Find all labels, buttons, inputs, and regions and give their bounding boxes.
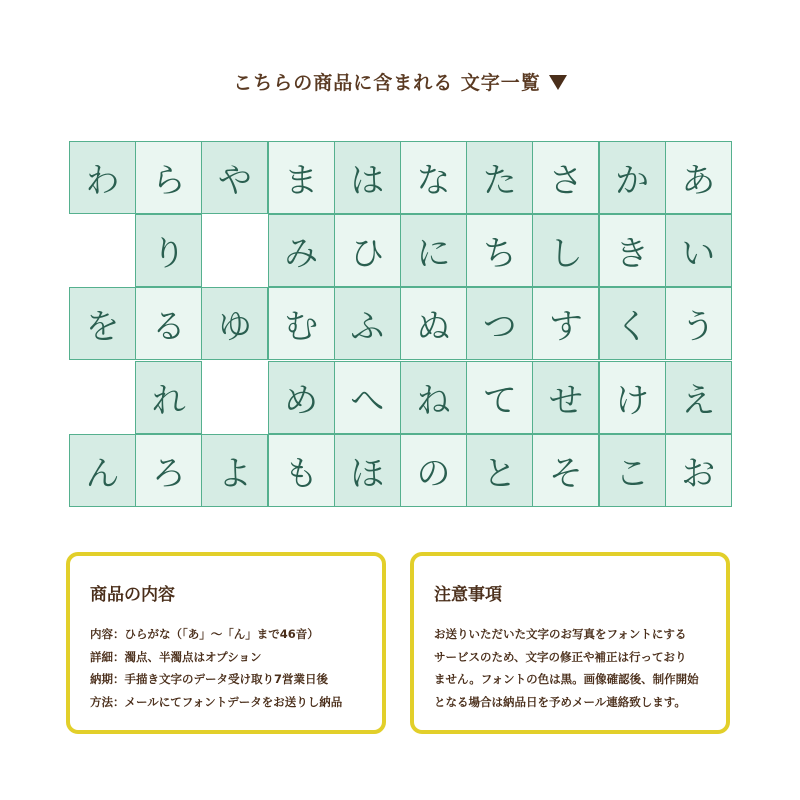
kana-cell: な [400,141,467,214]
kana-cell: ひ [334,214,401,287]
kana-cell: ね [400,361,467,434]
contents-line: 納期：手描き文字のデータ受け取り7営業日後 [90,672,328,686]
kana-cell: を [69,287,136,360]
kana-cell: き [599,214,666,287]
kana-cell: と [466,434,533,507]
kana-cell: わ [69,141,136,214]
kana-cell: え [665,361,732,434]
kana-cell: し [532,214,599,287]
kana-cell: れ [135,361,202,434]
kana-cell: け [599,361,666,434]
kana-cell: そ [532,434,599,507]
contents-line: 内容：ひらがな（「あ」～「ん」まで46音） [90,627,319,641]
page-title-text: こちらの商品に含まれる 文字一覧 [233,72,541,94]
kana-cell: み [268,214,335,287]
kana-cell: ま [268,141,335,214]
kana-cell: や [201,141,268,214]
kana-cell: へ [334,361,401,434]
contents-card [66,552,386,734]
kana-cell: ろ [135,434,202,507]
kana-cell: る [135,287,202,360]
kana-cell: ほ [334,434,401,507]
kana-cell: せ [532,361,599,434]
kana-cell: に [400,214,467,287]
notes-line: となる場合は納品日を予めメール連絡致します。 [434,694,686,709]
kana-cell: て [466,361,533,434]
kana-cell: た [466,141,533,214]
kana-cell: お [665,434,732,507]
kana-cell: ら [135,141,202,214]
kana-cell: ゆ [201,287,268,360]
kana-cell: の [400,434,467,507]
kana-cell: り [135,214,202,287]
kana-cell: く [599,287,666,360]
kana-cell: ん [69,434,136,507]
contents-line: 詳細：濁点、半濁点はオプション [90,649,262,664]
kana-cell: あ [665,141,732,214]
notes-card [410,552,730,734]
notes-card-heading: 注意事項 [434,585,502,605]
kana-cell: も [268,434,335,507]
kana-cell: う [665,287,732,360]
kana-cell: い [665,214,732,287]
kana-cell: さ [532,141,599,214]
kana-cell: ち [466,214,533,287]
kana-cell: ぬ [400,287,467,360]
notes-line: お送りいただいた文字のお写真をフォントにする [434,627,687,641]
contents-card-heading: 商品の内容 [90,585,175,605]
kana-cell: ふ [334,287,401,360]
contents-line: 方法：メールにてフォントデータをお送りし納品 [90,694,343,709]
kana-cell: め [268,361,335,434]
kana-cell: こ [599,434,666,507]
kana-cell: は [334,141,401,214]
notes-line: サービスのため、文字の修正や補正は行っており [434,649,687,664]
notes-line: ません。フォントの色は黒。画像確認後、制作開始 [434,672,699,686]
kana-cell: か [599,141,666,214]
kana-cell: む [268,287,335,360]
kana-cell: つ [466,287,533,360]
kana-cell: よ [201,434,268,507]
kana-cell: す [532,287,599,360]
